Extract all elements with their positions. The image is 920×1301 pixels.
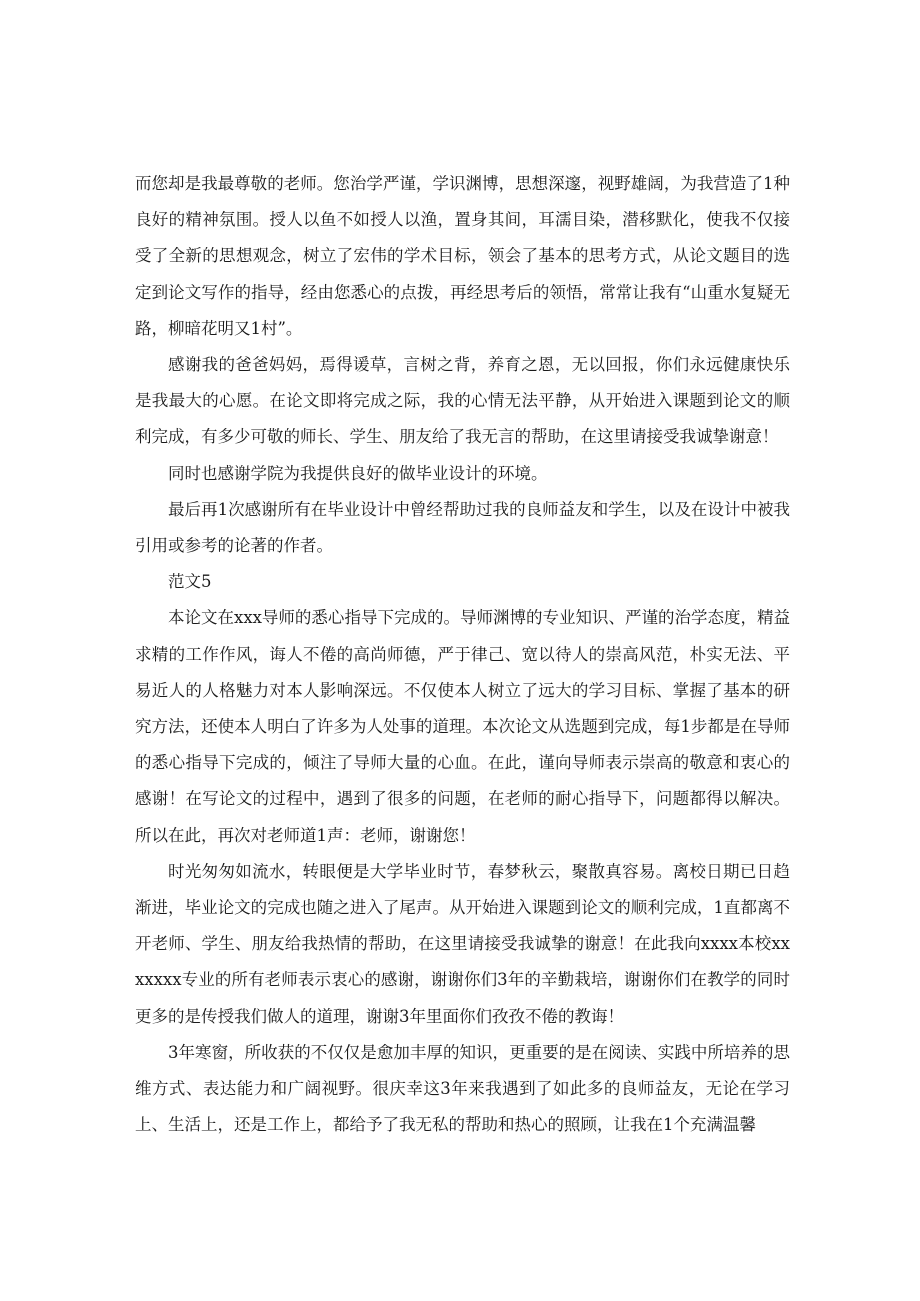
paragraph-graduation-time: 时光匆匆如流水，转眼便是大学毕业时节，春梦秋云，聚散真容易。离校日期已日趋渐进，毕业论文的完成也随之进入了尾声。从开始进入课题到论文的顺利完成，1直都离不开老师、学生、朋友给我热情的帮助，在这里请接受我诚挚的谢意！在此我向xxxx本校xxxxxxx专业的所有老师表示衷心的感谢，谢谢你们3年的辛勤栽培，谢谢你们在教学的同时更多的是传授我们做人的道理，谢谢3年里面你们孜孜不倦的教诲！: [135, 861, 790, 1026]
paragraph-college-thanks: 同时也感谢学院为我提供良好的做毕业设计的环境。: [168, 463, 548, 483]
paragraph-parents-thanks: 感谢我的爸爸妈妈，焉得谖草，言树之背，养育之恩，无以回报，你们永远健康快乐是我最大的心愿。在论文即将完成之际，我的心情无法平静，从开始进入课题到论文的顺利完成，有多少可敬的师长、学生、朋友给了我无言的帮助，在这里请接受我诚挚谢意！: [135, 355, 790, 447]
section-heading-sample-5: 范文5: [168, 572, 212, 592]
document-body: [135, 166, 790, 1143]
paragraph-teacher-thanks: 而您却是我最尊敬的老师。您治学严谨，学识渊博，思想深邃，视野雄阔，为我营造了1种良好的精神氛围。授人以鱼不如授人以渔，置身其间，耳濡目染，潜移默化，使我不仅接受了全新的思想观念，树立了宏伟的学术目标，领会了基本的思考方式，从论文题目的选定到论文写作的指导，经由您悉心的点拨，再经思考后的领悟，常常让我有“山重水复疑无路，柳暗花明又1村”。: [135, 174, 790, 338]
paragraph-supervisor-thanks: 本论文在xxx导师的悉心指导下完成的。导师渊博的专业知识、严谨的治学态度，精益求精的工作作风，诲人不倦的高尚师德，严于律己、宽以待人的崇高风范，朴实无法、平易近人的人格魅力对本人影响深远。不仅使本人树立了远大的学习目标、掌握了基本的研究方法，还使本人明白了许多为人处事的道理。本次论文从选题到完成，每1步都是在导师的悉心指导下完成的，倾注了导师大量的心血。在此，谨向导师表示崇高的敬意和衷心的感谢！在写论文的过程中，遇到了很多的问题，在老师的耐心指导下，问题都得以解决。所以在此，再次对老师道1声：老师，谢谢您！: [135, 608, 790, 845]
paragraph-final-thanks: 最后再1次感谢所有在毕业设计中曾经帮助过我的良师益友和学生，以及在设计中被我引用或参考的论著的作者。: [135, 499, 790, 556]
paragraph-three-years: 3年寒窗，所收获的不仅仅是愈加丰厚的知识，更重要的是在阅读、实践中所培养的思维方式、表达能力和广阔视野。很庆幸这3年来我遇到了如此多的良师益友，无论在学习上、生活上，还是工作上，都给予了我无私的帮助和热心的照顾，让我在1个充满温馨: [135, 1042, 790, 1135]
